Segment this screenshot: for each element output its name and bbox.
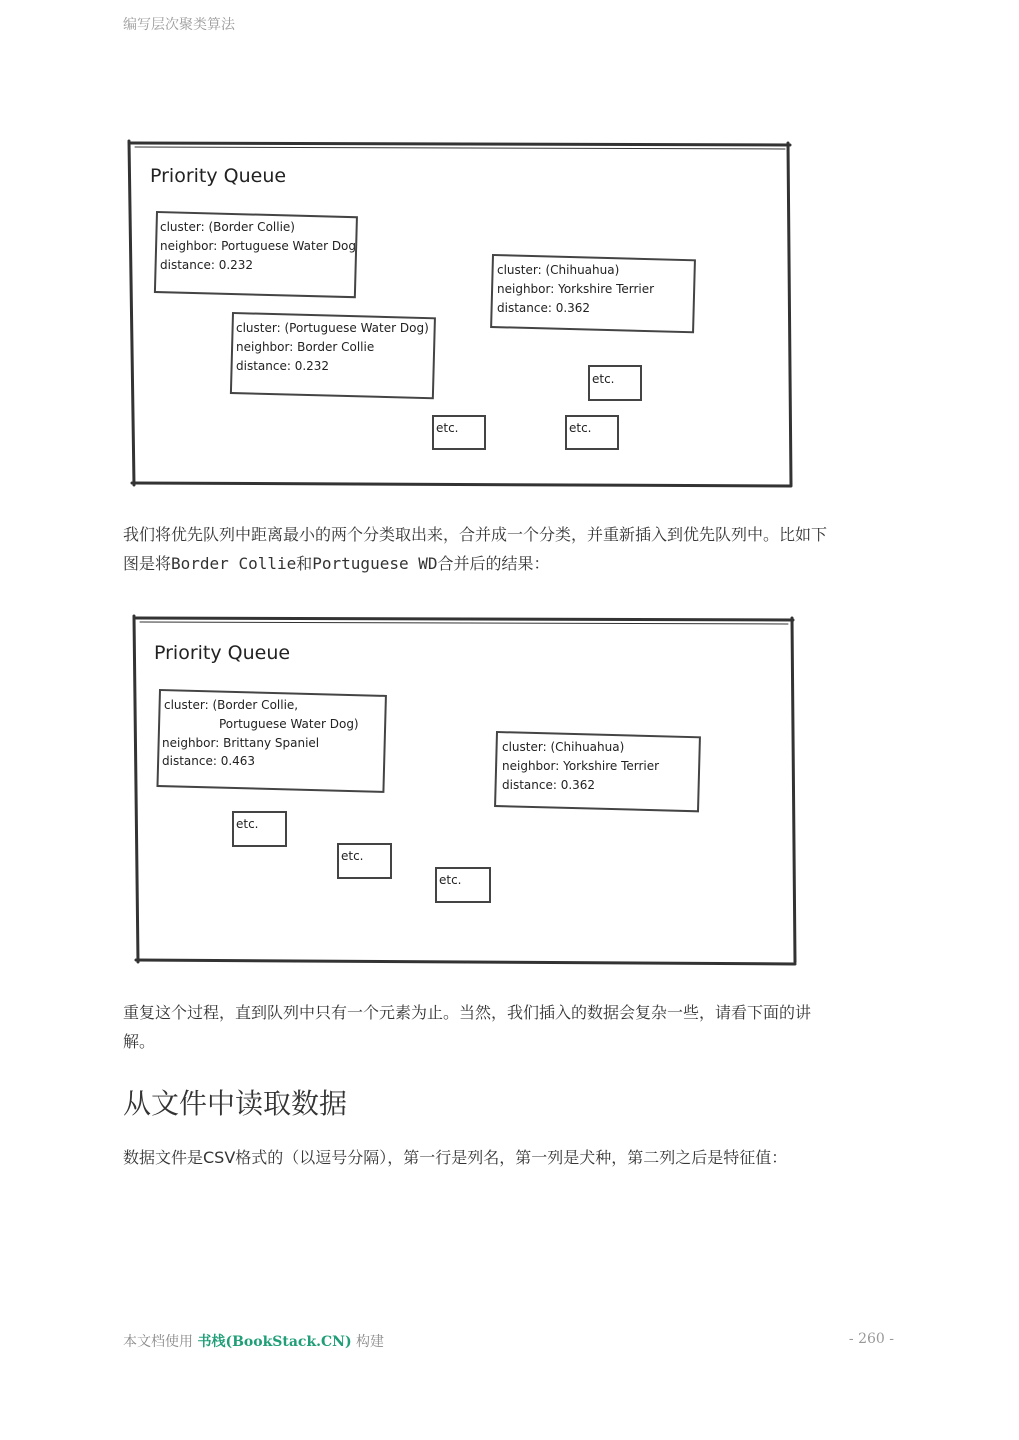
svg-text:neighbor: Border Collie: neighbor: Border Collie (236, 340, 375, 354)
queue-entry-etc (589, 366, 641, 400)
svg-text:etc.: etc. (592, 372, 615, 386)
svg-text:distance: 0.463: distance: 0.463 (162, 754, 256, 768)
queue-entry-etc (338, 844, 391, 878)
svg-text:etc.: etc. (569, 421, 592, 435)
svg-text:neighbor: Yorkshire Terrier: neighbor: Yorkshire Terrier (497, 282, 655, 296)
svg-text:cluster: (Border Collie): cluster: (Border Collie) (160, 220, 295, 234)
priority-queue-figure-1 (125, 137, 795, 492)
svg-text:cluster: (Chihuahua): cluster: (Chihuahua) (497, 263, 620, 277)
svg-text:etc.: etc. (236, 817, 259, 831)
inline-code: Portuguese WD (312, 554, 438, 573)
svg-text:Portuguese Water Dog): Portuguese Water Dog) (219, 717, 359, 731)
running-header: 编写层次聚类算法 (123, 17, 235, 33)
svg-text:distance: 0.232: distance: 0.232 (160, 258, 254, 272)
svg-text:neighbor: Brittany Spaniel: neighbor: Brittany Spaniel (162, 736, 320, 750)
svg-text:etc.: etc. (436, 421, 459, 435)
queue-entry-etc (436, 868, 490, 902)
priority-queue-figure-2 (130, 612, 800, 970)
paragraph-repeat-process: 重复这个过程，直到队列中只有一个元素为止。当然，我们插入的数据会复杂一些，请看下面的讲 解。 (123, 1003, 812, 1051)
queue-title: Priority Queue (154, 642, 291, 664)
svg-text:distance: 0.232: distance: 0.232 (236, 359, 330, 373)
queue-entry-portuguese-water-dog (231, 313, 435, 398)
footer: 本文档使用 书栈(BookStack.CN) 构建 (123, 1334, 385, 1350)
svg-text:cluster: (Chihuahua): cluster: (Chihuahua) (502, 740, 625, 754)
svg-text:etc.: etc. (439, 873, 462, 887)
inline-code: Border Collie (171, 554, 297, 573)
queue-entry-etc (566, 416, 618, 449)
svg-text:neighbor: Yorkshire Terrier: neighbor: Yorkshire Terrier (502, 759, 660, 773)
svg-text:cluster: (Border Collie,: cluster: (Border Collie, (164, 698, 299, 712)
queue-entry-etc (233, 812, 286, 846)
queue-entry-chihuahua (495, 732, 700, 811)
svg-text:distance: 0.362: distance: 0.362 (502, 778, 596, 792)
paragraph-merge-explanation: 我们将优先队列中距离最小的两个分类取出来，合并成一个分类，并重新插入到优先队列中。比如下 图是将Border Collie和Portuguese WD合并后的结果： (123, 525, 828, 573)
queue-entry-merged-cluster (157, 690, 385, 792)
page-number: - 260 - (848, 1331, 894, 1347)
queue-entry-border-collie (155, 212, 357, 297)
paragraph-csv-description: 数据文件是CSV格式的（以逗号分隔），第一行是列名，第一列是犬种，第二列之后是特征值： (123, 1148, 788, 1167)
section-heading: 从文件中读取数据 (123, 1087, 348, 1120)
queue-title: Priority Queue (150, 165, 287, 187)
bookstack-link[interactable]: 书栈(BookStack.CN) (197, 1334, 352, 1350)
svg-text:cluster: (Portuguese Water Dog: cluster: (Portuguese Water Dog) (236, 321, 429, 335)
svg-text:neighbor: Portuguese Water Dog: neighbor: Portuguese Water Dog (160, 239, 357, 253)
queue-entry-etc (433, 416, 485, 449)
queue-entry-chihuahua (491, 255, 695, 332)
svg-text:distance: 0.362: distance: 0.362 (497, 301, 591, 315)
svg-text:etc.: etc. (341, 849, 364, 863)
